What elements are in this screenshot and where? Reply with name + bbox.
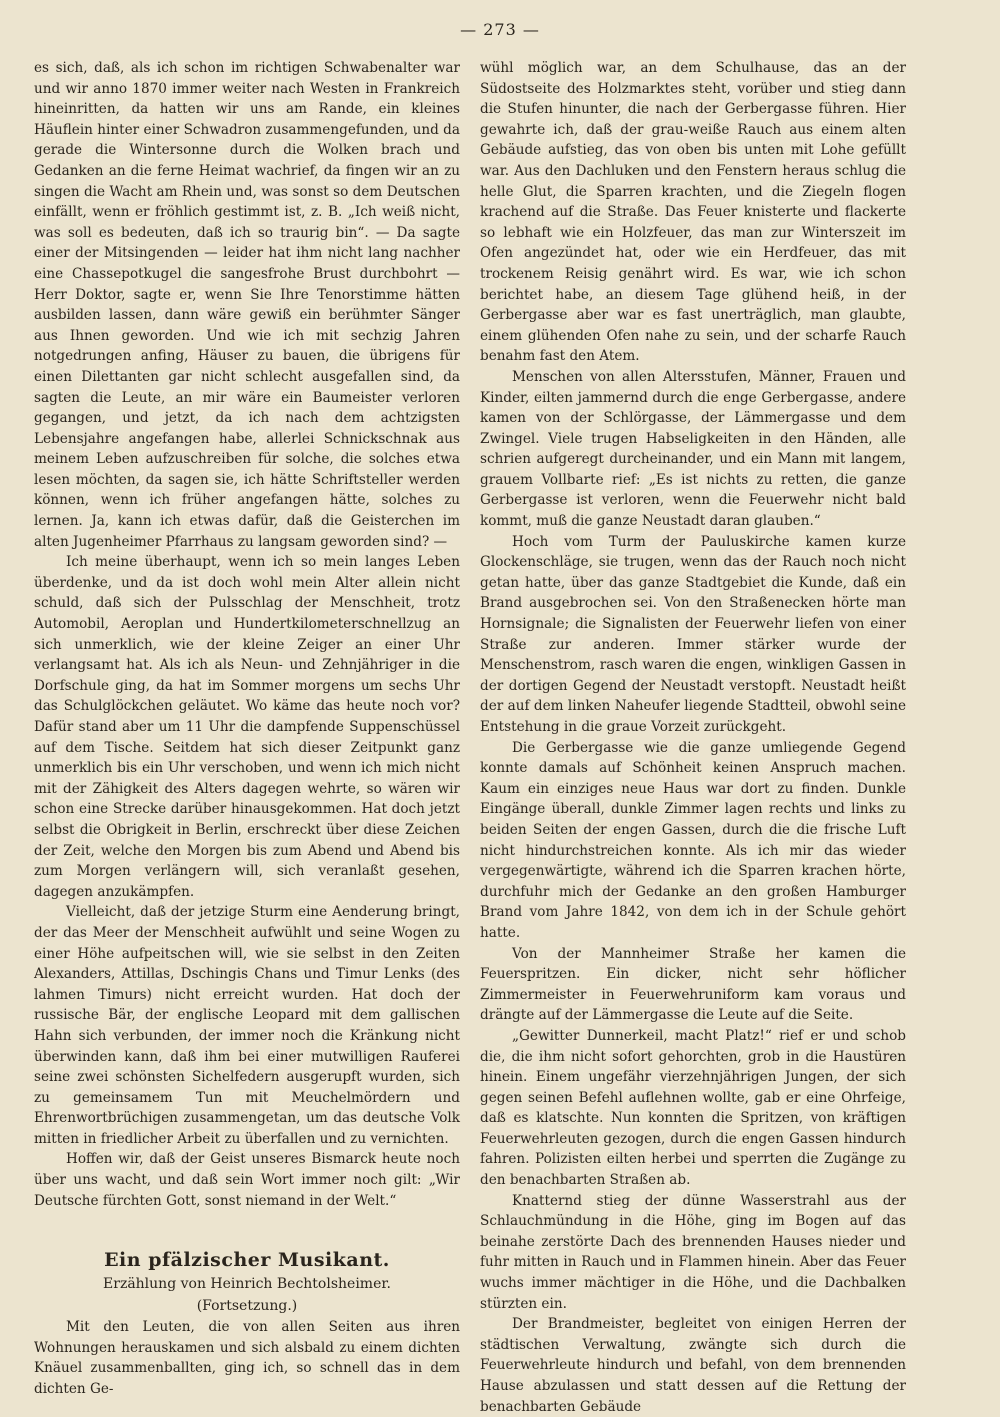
story-subtitle: Erzählung von Heinrich Bechtolsheimer. [103, 1276, 391, 1293]
column-divider [467, 60, 468, 1360]
right-paragraph-8: Der Brandmeister, begleitet von einigen Herren der städtischen Verwaltung, zwängte sich durch die Feuerwehrleute hindurch und befahl, von dem brennenden Hause abzulassen und statt dessen auf die Rettung der benachbarten Gebäude [480, 1316, 906, 1415]
left-paragraph-2: Ich meine überhaupt, wenn ich so mein langes Leben überdenke, und da ist doch wohl mein Alter allein nicht schuld, daß sich der Pulsschlag der Menschheit, trotz Automobil, Aeroplan und Hundertkilometerschnellzug an sich unmerklich, wie der kleine Zeiger an einer Uhr verlangsamt hat. Als ich als Neun- und Zehnjähriger in die Dorfschule ging, da hat im Sommer morgens um sechs Uhr das Schulglöckchen geläutet. Wo käme das heute noch vor? Dafür stand aber um 11 Uhr die dampfende Suppenschüssel auf dem Tische. Seitdem hat sich dieser Zeitpunkt ganz unmerklich bis ein Uhr verschoben, und wenn ich mich nicht mit der Zähigkeit des Alters dagegen wehrte, so wären wir schon eine Strecke darüber hinausgekommen. Hat doch jetzt selbst die Obrigkeit in Berlin, erschreckt über diese Zeichen der Zeit, welche den Morgen bis zum Abend und Abend bis zum Morgen verlängern will, sich veranlaßt gesehen, dagegen anzukämpfen. [34, 554, 460, 900]
story-title: Ein pfälzischer Musikant. [104, 1249, 390, 1272]
right-paragraph-1: wühl möglich war, an dem Schulhause, das an der Südostseite des Holzmarktes steht, vorüber und stieg dann die Stufen hinunter, die nach der Gerbergasse führen. Hier gewahrte ich, daß der grau-weiße Rauch aus einem alten Gebäude aufstieg, das von oben bis unten mit Lohe gefüllt war. Aus den Dachluken und den Fenstern heraus schlug die helle Glut, die Sparren krachten, und die Ziegeln flogen krachend auf die Straße. Das Feuer knisterte und flackerte so lebhaft wie ein Holzfeuer, das man zur Winterszeit im Ofen angezündet hat, oder wie ein Herdfeuer, das mit trockenem Reisig genährt wird. Es war, wie ich schon berichtet habe, an diesem Tage glühend heiß, in der Gerbergasse aber war es fast unerträglich, man glaubte, einem glühenden Ofen nahe zu sein, und der scharfe Rauch benahm fast den Atem. [480, 60, 906, 365]
right-paragraph-3: Hoch vom Turm der Pauluskirche kamen kurze Glockenschläge, sie trugen, wenn das der Rauch noch nicht getan hatte, über das ganze Stadtgebiet die Kunde, daß ein Brand ausgebrochen sei. Von den Straßenecken hörte man Hornsignale; die Signalisten der Feuerwehr liefen von einer Straße zur anderen. Immer stärker wurde der Menschenstrom, rasch waren die engen, winkligen Gassen in der dortigen Gegend der Neustadt verstopft. Neustadt heißt der auf dem linken Naheufer liegende Stadtteil, obwohl seine Entstehung in die graue Vorzeit zurückgeht. [480, 533, 906, 735]
right-paragraph-6: „Gewitter Dunnerkeil, macht Platz!“ rief er und schob die, die ihm nicht sofort gehorchten, grob in die Haustüren hinein. Einem ungefähr vierzehnjährigen Jungen, der sich gegen seinen Befehl auflehnen wollte, gab er eine Ohrfeige, daß es klatschte. Nun konnten die Spritzen, von kräftigen Feuerwehrleuten gezogen, durch die engen Gassen hindurch fahren. Polizisten eilten herbei und sperrten die Zugänge zu den benachbarten Straßen ab. [480, 1027, 906, 1189]
right-paragraph-2: Menschen von allen Altersstufen, Männer, Frauen und Kinder, eilten jammernd durch die enge Gerbergasse, andere kamen von der Schlörgasse, der Lämmergasse und dem Zwingel. Viele trugen Habseligkeiten in den Händen, alle schrien aufgeregt durcheinander, und ein Mann mit langem, grauem Vollbarte rief: „Es ist nichts zu retten, die ganze Gerbergasse ist verloren, wenn die Feuerwehr nicht bald kommt, muß die ganze Neustadt daran glauben.“ [480, 368, 906, 530]
story-paragraph-1: Mit den Leuten, die von allen Seiten aus ihren Wohnungen herauskamen und sich alsbald zu einem dichten Knäuel zusammenballten, ging ich, so schnell das in dem dichten Ge- [34, 1319, 460, 1398]
page-number: — 273 — [460, 20, 540, 39]
left-paragraph-3: Vielleicht, daß der jetzige Sturm eine Aenderung bringt, der das Meer der Menschheit aufwühlt und seine Wogen zu einer Höhe aufpeitschen will, wie sie selbst in den Zeiten Alexanders, Attillas, Dschingis Chans und Timur Lenks (des lahmen Timurs) nicht erreicht wurden. Hat doch der russische Bär, der englische Leopard mit dem gallischen Hahn sich verbunden, der immer noch die Kränkung nicht überwinden kann, daß ihm bei einer mutwilligen Rauferei seine zwei schönsten Sichelfedern ausgerupft wurden, sich zu gemeinsamem Tun mit Meuchelmördern und Ehrenwortbrüchigen zusammengetan, um das deutsche Volk mitten in friedlicher Arbeit zu überfallen und zu vernichten. [34, 904, 460, 1147]
right-column [480, 58, 906, 1417]
left-paragraph-1: es sich, daß, als ich schon im richtigen Schwabenalter war und wir anno 1870 immer weiter nach Westen in Frankreich hineinritten, da hatten wir uns am Rande, ein kleines Häuflein hinter einer Schwadron zusammengefunden, und da gerade die Wintersonne durch die Wolken brach und Gedanken an die ferne Heimat wachrief, da fingen wir an zu singen die Wacht am Rhein und, was sonst so dem Deutschen einfällt, wenn er fröhlich gestimmt ist, z. B. „Ich weiß nicht, was soll es bedeuten, daß ich so traurig bin“. — Da sagte einer der Mitsingenden — leider hat ihm nicht lang nachher eine Chassepotkugel die sangesfrohe Brust durchbohrt — Herr Doktor, sagte er, wenn Sie Ihre Tenorstimme hätten ausbilden lassen, dann wäre gewiß ein berühmter Sänger aus Ihnen geworden. Und wie ich mit sechzig Jahren notgedrungen anfing, Häuser zu bauen, die übrigens für einen Dilettanten gar nicht schlecht ausgefallen sind, da sagten die Leute, an mir wäre ein Baumeister verloren gegangen, und jetzt, da ich nach dem achtzigsten Lebensjahre angefangen habe, allerlei Schnickschnak aus meinem Leben aufzuschreiben für solche, die solches etwa lesen möchten, da sagen sie, ich hätte Schriftsteller werden können, wenn ich früher angefangen hätte, solches zu lernen. Ja, kann ich etwas dafür, daß die Geisterchen im alten Jugenheimer Pfarrhaus zu langsam geworden sind? — [34, 60, 460, 550]
right-paragraph-4: Die Gerbergasse wie die ganze umliegende Gegend konnte damals auf Schönheit keinen Anspruch machen. Kaum ein einziges neue Haus war dort zu finden. Dunkle Eingänge überall, dunkle Zimmer lagen rechts und links zu beiden Seiten der engen Gassen, durch die die frische Luft nicht hindurchstreichen konnte. Als ich mir das wieder vergegenwärtigte, während ich die Sparren krachen hörte, durchfuhr mich der Gedanke an den großen Hamburger Brand vom Jahre 1842, von dem ich in der Schule gehört hatte. [480, 739, 906, 941]
right-paragraph-7: Knatternd stieg der dünne Wasserstrahl aus der Schlauchmündung in die Höhe, ging im Bogen auf das beinahe zerstörte Dach des brennenden Hauses nieder und fuhr mitten in Rauch und in Flammen hinein. Aber das Feuer wuchs immer mächtiger in die Höhe, und die Dachbalken stürzten ein. [480, 1192, 906, 1312]
story-heading [34, 1247, 460, 1317]
story-continued-label: (Fortsetzung.) [196, 1298, 298, 1315]
left-paragraph-4: Hoffen wir, daß der Geist unseres Bismarck heute noch über uns wacht, und daß sein Wort immer noch gilt: „Wir Deutsche fürchten Gott, sonst niemand in der Welt.“ [34, 1151, 460, 1209]
right-paragraph-5: Von der Mannheimer Straße her kamen die Feuerspritzen. Ein dicker, nicht sehr höflicher Zimmermeister in Feuerwehruniform kam voraus und drängte auf der Lämmergasse die Leute auf die Seite. [480, 945, 906, 1024]
left-column [34, 58, 460, 1400]
